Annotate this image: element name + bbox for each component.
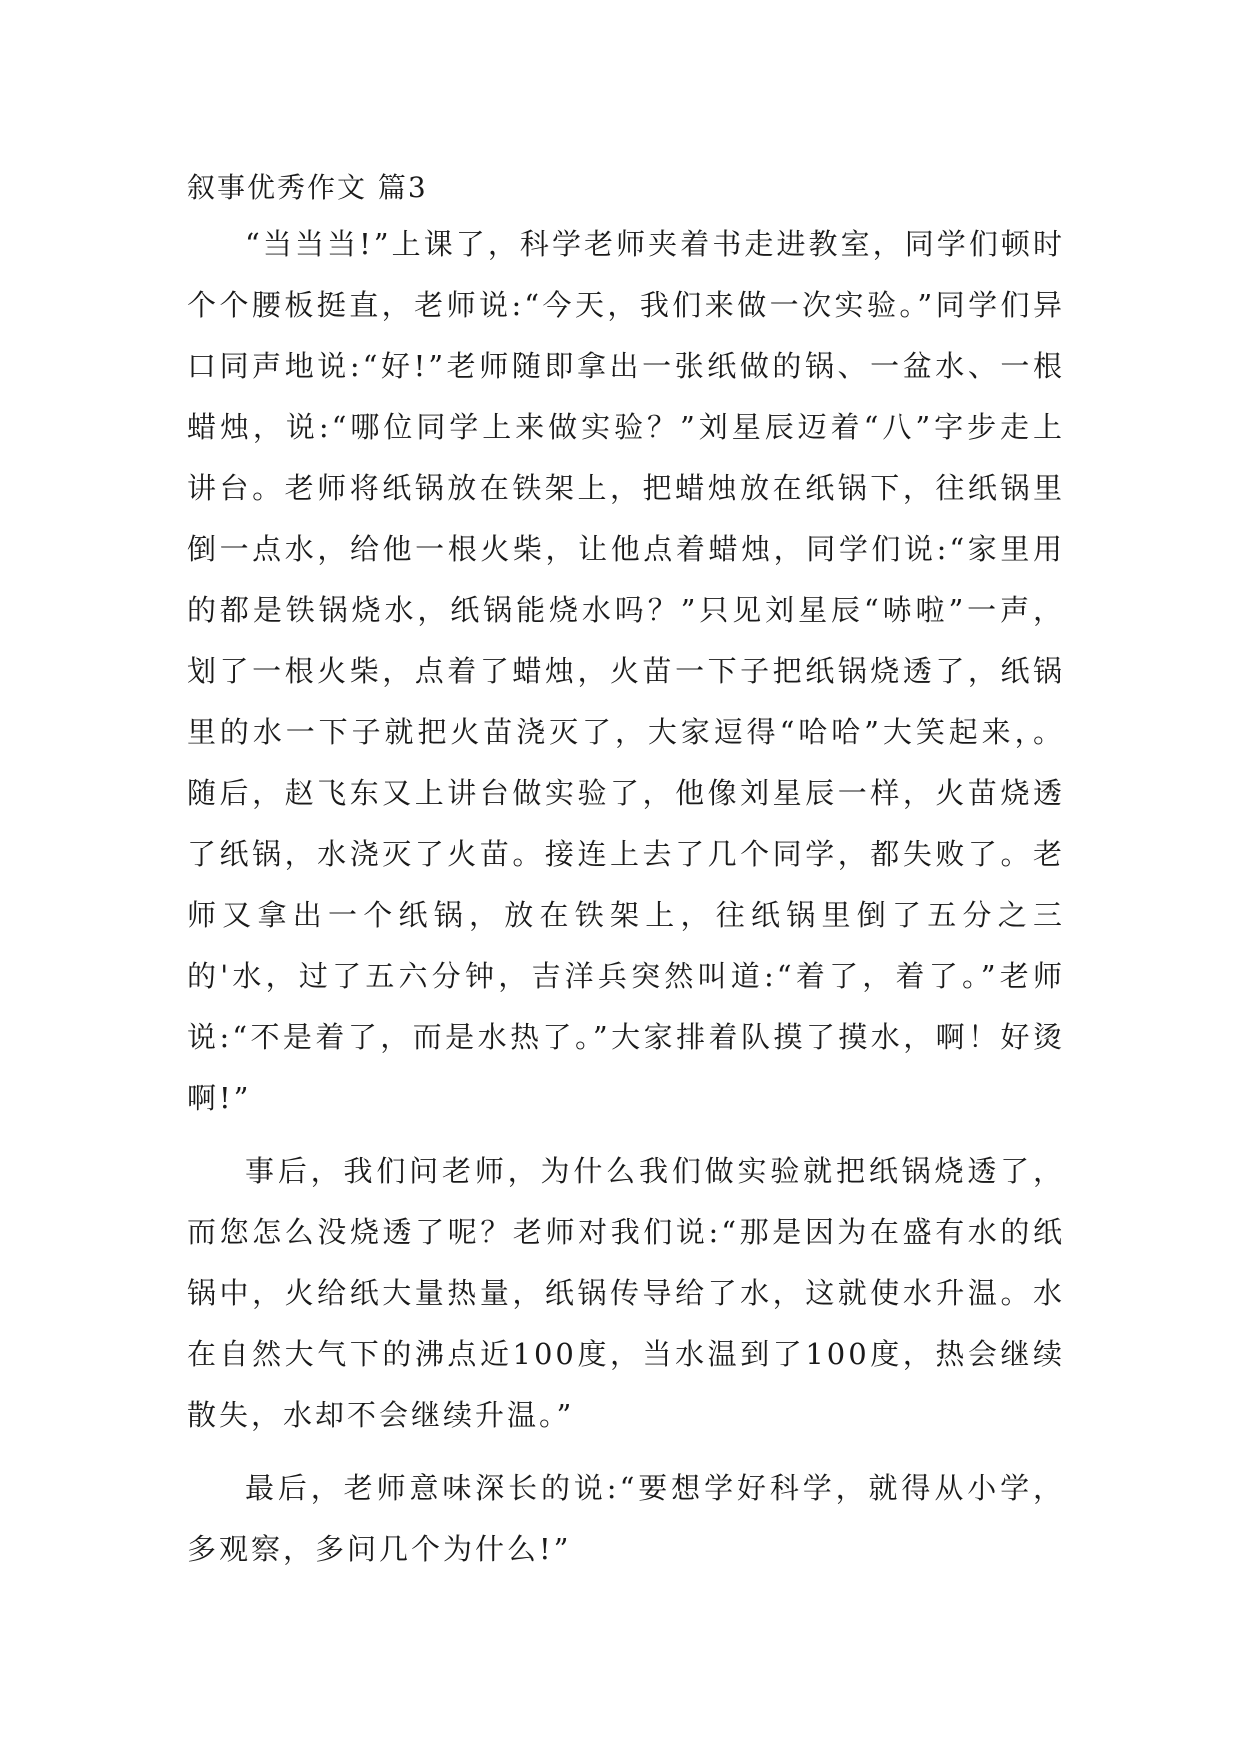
document-body bbox=[187, 162, 1065, 1592]
paragraph-conclusion: 最后，老师意味深长的说:“要想学好科学，就得从小学，多观察，多问几个为什么!” bbox=[187, 1471, 1065, 1566]
paragraph-experiment-story: “当当当!”上课了，科学老师夹着书走进教室，同学们顿时个个腰板挺直，老师说:“今天，我们来做一次实验。”同学们异口同声地说:“好!”老师随即拿出一张纸做的锅、一盆水、一根蜡烛，说:“哪位同学上来做实验？”刘星辰迈着“八”字步走上讲台。老师将纸锅放在铁架上，把蜡烛放在纸锅下，往纸锅里倒一点水，给他一根火柴，让他点着蜡烛，同学们说:“家里用的都是铁锅烧水，纸锅能烧水吗？”只见刘星辰“哧啦”一声，划了一根火柴，点着了蜡烛，火苗一下子把纸锅烧透了，纸锅里的水一下子就把火苗浇灭了，大家逗得“哈哈”大笑起来，。随后，赵飞东又上讲台做实验了，他像刘星辰一样，火苗烧透了纸锅，水浇灭了火苗。接连上去了几个同学，都失败了。老师又拿出一个纸锅，放在铁架上，往纸锅里倒了五分之三的'水，过了五六分钟，吉洋兵突然叫道:“着了，着了。”老师说:“不是着了，而是水热了。”大家排着队摸了摸水，啊！好烫啊!” bbox=[187, 227, 1065, 1115]
document-title: 叙事优秀作文 篇3 bbox=[187, 171, 428, 204]
paragraph-teacher-explanation: 事后，我们问老师，为什么我们做实验就把纸锅烧透了，而您怎么没烧透了呢？老师对我们说:“那是因为在盛有水的纸锅中，火给纸大量热量，纸锅传导给了水，这就使水升温。水在自然大气下的沸点近100度，当水温到了100度，热会继续散失，水却不会继续升温。” bbox=[187, 1154, 1065, 1432]
